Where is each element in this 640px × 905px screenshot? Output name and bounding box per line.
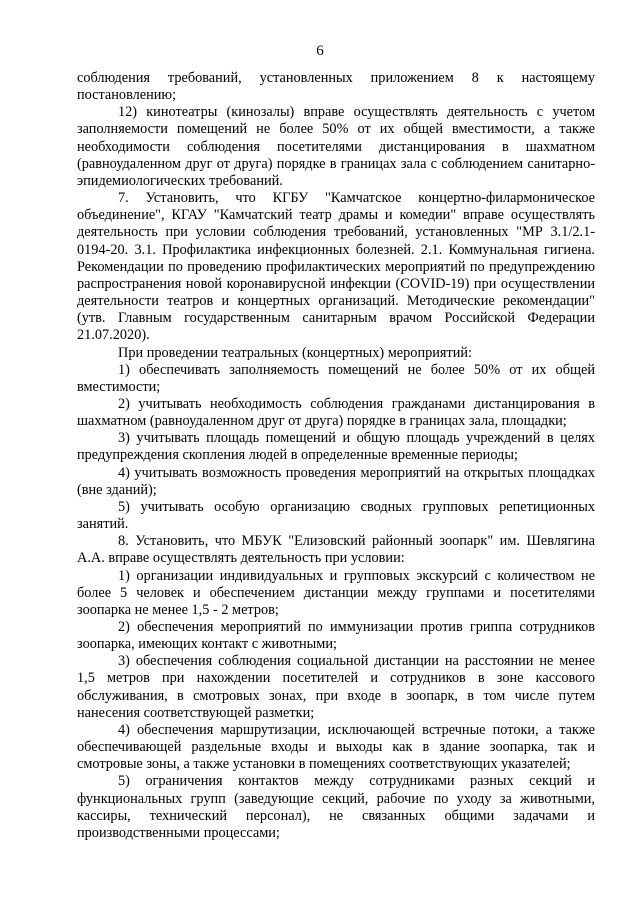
paragraph: 3) обеспечения соблюдения социальной дистанции на расстоянии не менее 1,5 метров при нахождении посетителей и сотрудников в зоне кассового обслуживания, в смотровых зонах, при входе в зоопарк, в том числе путем нанесения соответствующей разметки;: [77, 653, 595, 721]
paragraph: 4) учитывать возможность проведения мероприятий на открытых площадках (вне зданий);: [77, 464, 595, 498]
paragraph: 2) обеспечения мероприятий по иммунизации против гриппа сотрудников зоопарка, имеющих контакт с животными;: [77, 619, 595, 653]
paragraph: 8. Установить, что МБУК "Елизовский районный зоопарк" им. Шевлягина А.А. вправе осуществлять деятельность при условии:: [77, 533, 595, 567]
paragraph: 12) кинотеатры (кинозалы) вправе осуществлять деятельность с учетом заполняемости помещений не более 50% от их общей вместимости, а также необходимости соблюдения посетителями дистанцирования в шахматном (равноудаленном друг от друга) порядке в границах зала с соблюдением санитарно-эпидемиологических требований.: [77, 104, 595, 189]
paragraph: При проведении театральных (концертных) мероприятий:: [118, 344, 473, 361]
paragraph: 2) учитывать необходимость соблюдения гражданами дистанцирования в шахматном (равноудаленном друг от друга) порядке в границах зала, площадки;: [77, 395, 595, 430]
paragraph: 1) обеспечивать заполняемость помещений не более 50% от их общей вместимости;: [77, 361, 595, 395]
paragraph: соблюдения требований, установленных приложением 8 к настоящему постановлению;: [77, 70, 595, 104]
paragraph: 5) учитывать особую организацию сводных групповых репетиционных занятий.: [77, 498, 595, 533]
paragraph: 3) учитывать площадь помещений и общую площадь учреждений в целях предупреждения скопления людей в определенные временные периоды;: [77, 430, 595, 464]
paragraph: 5) ограничения контактов между сотрудниками разных секций и функциональных групп (заведующие секций, рабочие по уходу за животными, кассиры, технический персонал), не связанных общими задачами и производственными процессами;: [77, 773, 595, 841]
paragraph: 4) обеспечения маршрутизации, исключающей встречные потоки, а также обеспечивающей раздельные входы и выходы как в здание зоопарка, так и смотровые зоны, а также установки в помещениях соответствующих указателей;: [77, 721, 595, 773]
paragraph: 1) организации индивидуальных и групповых экскурсий с количеством не более 5 человек и обеспечением дистанции между группами и посетителями зоопарка не менее 1,5 - 2 метров;: [77, 567, 595, 618]
paragraph: 7. Установить, что КГБУ "Камчатское концертно-филармоническое объединение", КГАУ "Камчатский театр драмы и комедии" вправе осуществлять деятельность при условии соблюдения требований, установленных "МР 3.1/2.1-0194-20. 3.1. Профилактика инфекционных болезней. 2.1. Коммунальная гигиена. Рекомендации по проведению профилактических мероприятий по предупреждению распространения новой коронавирусной инфекции (COVID-19) при осуществлении деятельности театров и концертных организаций. Методические рекомендации" (утв. Главным государственным санитарным врачом Российской Федерации 21.07.2020).: [77, 190, 595, 344]
document-body: [77, 70, 595, 842]
page-number: 6: [316, 43, 324, 59]
